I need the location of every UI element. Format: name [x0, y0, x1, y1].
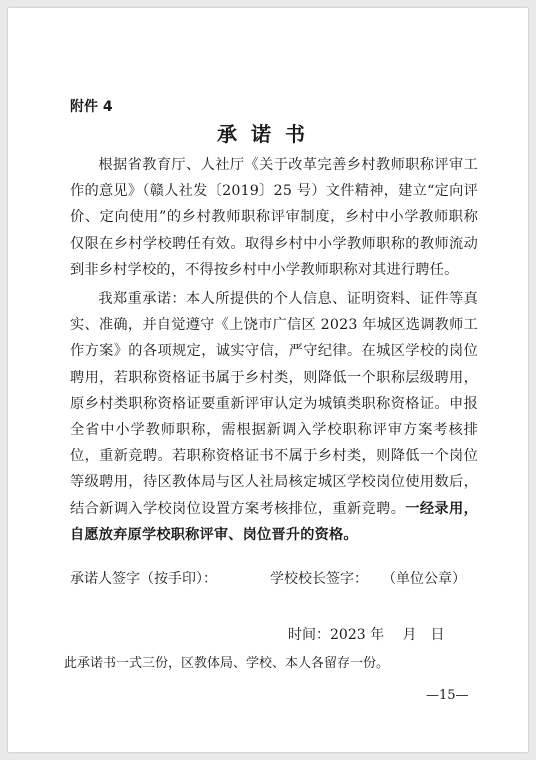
- paragraph-policy: 根据省教育厅、人社厅《关于改革完善乡村教师职称评审工作的意见》（赣人社发〔2019〕25 号）文件精神，建立“定向评价、定向使用”的乡村教师职称评审制度，乡村中小学教师职称仅限在乡村学校聘任有效。取得乡村中小学教师职称的教师流动到非乡村学校的，不得按乡村中小学教师职称对其进行聘任。: [70, 157, 478, 278]
- paragraph-commitment: [70, 286, 478, 548]
- signature-line: [70, 568, 490, 588]
- annex-label: 附件 4: [70, 99, 113, 115]
- page-number: —15—: [426, 688, 469, 703]
- document-title: 承诺书: [217, 122, 319, 146]
- principal-signature-label: 学校校长签字： （单位公章）: [270, 571, 466, 587]
- document-body: [70, 152, 478, 548]
- commitment-text: 我郑重承诺：本人所提供的个人信息、证明资料、证件等真实、准确，并自觉遵守《上饶市广信区 2023 年城区选调教师工作方案》的各项规定，诚实守信，严守纪律。在城区学校的岗位聘用，若职称资格证书属于乡村类，则降低一个职称层级聘用，原乡村类职称资格证要重新评审认定为城镇类职称资格证。申报全省中小学教师职称，需根据新调入学校职称评审方案考核排位，重新竞聘。若职称资格证书不属于乡村类，则降低一个岗位等级聘用，待区教体局与区人社局核定城区学校岗位使用数后，结合新调入学校岗位设置方案考核排位，重新竞聘。: [70, 291, 478, 517]
- date-line: 时间：2023 年 月 日: [288, 627, 445, 643]
- promiser-signature-label: 承诺人签字（按手印）：: [70, 571, 217, 587]
- copies-note: 此承诺书一式三份，区教体局、学校、本人各留存一份。: [64, 656, 390, 671]
- commitment-bold-text: 一经录用，自愿放弃原学校职称评审、岗位晋升的资格。: [70, 500, 478, 543]
